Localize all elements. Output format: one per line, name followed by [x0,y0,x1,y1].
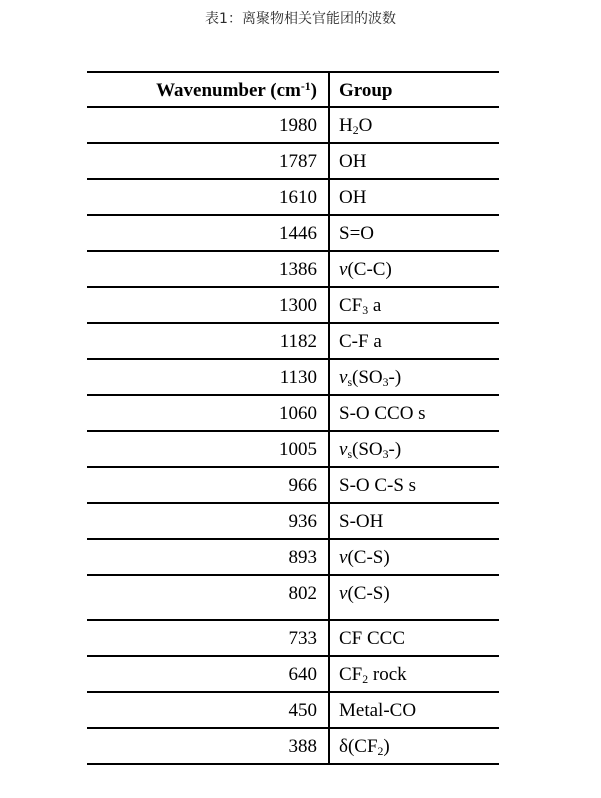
table-row [87,503,499,539]
group-cell: $CF_2$ rock [329,656,499,692]
wavenumber-cell: 1130 [87,359,329,395]
group-cell: v(C-C) [329,251,499,287]
table-row [87,287,499,323]
table-row [87,575,499,620]
wavenumber-table [87,71,499,765]
table-row [87,179,499,215]
wavenumber-cell: 1060 [87,395,329,431]
wavenumber-cell: 640 [87,656,329,692]
table-row [87,539,499,575]
wavenumber-cell: 1446 [87,215,329,251]
group-cell: S-O C-S s [329,467,499,503]
table-row [87,251,499,287]
group-cell: $H_2O$ [329,107,499,143]
table-row [87,143,499,179]
wavenumber-cell: 733 [87,620,329,656]
group-cell: $v_s(SO_3-)$ [329,359,499,395]
table-row [87,692,499,728]
group-cell: OH [329,143,499,179]
header-row [87,72,499,107]
wavenumber-cell: 966 [87,467,329,503]
wavenumber-cell: 893 [87,539,329,575]
table-row [87,467,499,503]
table-row [87,395,499,431]
table-row [87,359,499,395]
table-caption: 表1：离聚物相关官能团的波数 [205,11,396,27]
group-cell: S-O CCO s [329,395,499,431]
group-cell: S=O [329,215,499,251]
table-body [87,107,499,764]
group-cell: $CF_3$ a [329,287,499,323]
group-cell: CF CCC [329,620,499,656]
header-wavenumber: Wavenumber $(cm^{-1})$ [87,72,329,107]
group-cell: S-OH [329,503,499,539]
group-cell: v(C-S) [329,539,499,575]
group-cell: v(C-S) [329,575,499,620]
wavenumber-cell: 1610 [87,179,329,215]
wavenumber-cell: 936 [87,503,329,539]
table-row [87,431,499,467]
table-row [87,728,499,764]
table-row [87,620,499,656]
group-cell: $v_s(SO_3-)$ [329,431,499,467]
wavenumber-cell: 1787 [87,143,329,179]
table-row [87,323,499,359]
wavenumber-cell: 802 [87,575,329,620]
wavenumber-cell: 1182 [87,323,329,359]
table-row [87,656,499,692]
wavenumber-cell: 1386 [87,251,329,287]
table-row [87,107,499,143]
group-cell: C-F a [329,323,499,359]
wavenumber-cell: 1980 [87,107,329,143]
wavenumber-cell: 450 [87,692,329,728]
header-group: Group [329,72,499,107]
group-cell: OH [329,179,499,215]
group-cell: $\delta(CF_2)$ [329,728,499,764]
wavenumber-cell: 1300 [87,287,329,323]
group-cell: Metal-CO [329,692,499,728]
table-header [87,72,499,107]
table-row [87,215,499,251]
wavenumber-cell: 1005 [87,431,329,467]
wavenumber-cell: 388 [87,728,329,764]
